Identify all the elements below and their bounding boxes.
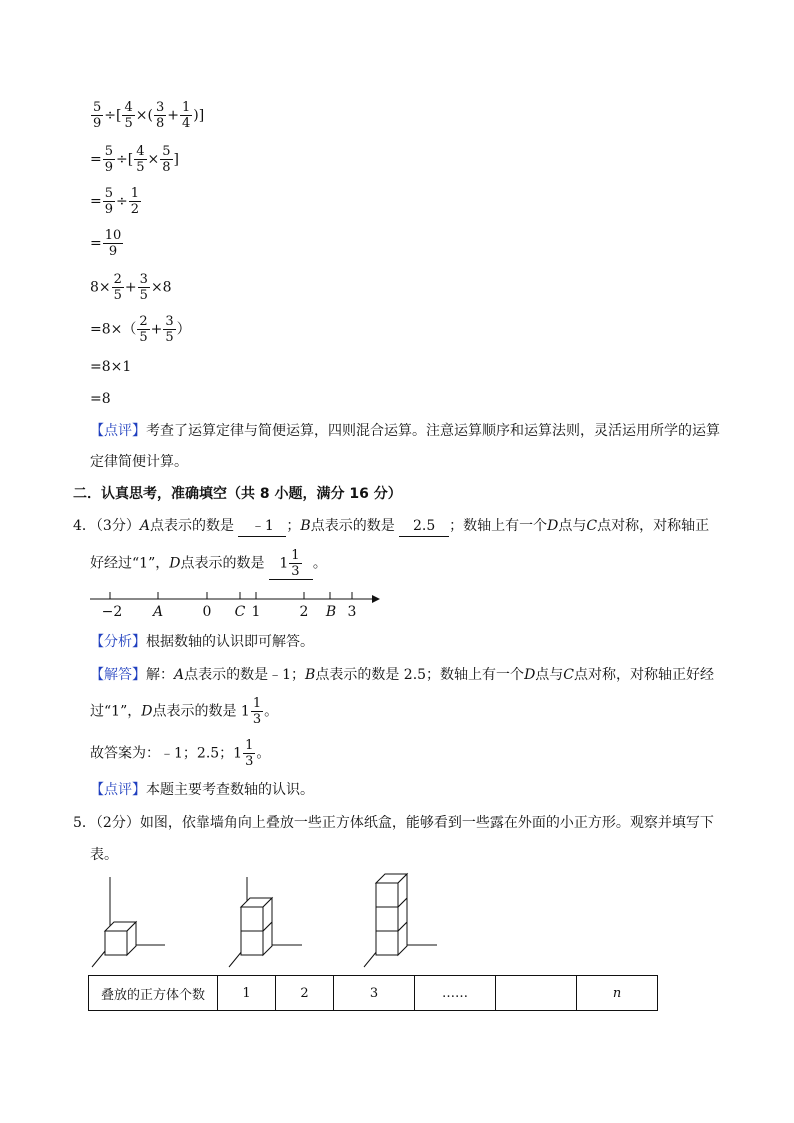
fraction: $\frac{1}{3}$ <box>245 738 254 769</box>
table-cell: 3 <box>334 976 415 1011</box>
review-tag: 【点评】 <box>90 423 146 439</box>
question-4-line1: 4．（3分）A点表示的数是 ﹣1 ；B点表示的数是 2.5 ；数轴上有一个D点与C点对称，对称轴正 <box>73 516 709 537</box>
calc1-line1: $\frac{5}{9}$ ÷[ $\frac{4}{5}$ ×( $\frac{3}{8}$ + $\frac{1}{4}$ )] <box>93 100 205 131</box>
answer-blank-1: ﹣1 <box>238 516 286 537</box>
tick-label: 0 <box>202 604 212 620</box>
cube-count-table <box>88 975 658 1011</box>
corner-3-cubes <box>364 874 437 967</box>
table-header-cell: 叠放的正方体个数 <box>89 976 218 1011</box>
review-3-line1: 【点评】考查了运算定律与简便运算，四则混合运算。注意运算顺序和运算法则，灵活运用所学的运算 <box>90 423 720 439</box>
review-tag: 【点评】 <box>90 782 146 798</box>
table-cell: 1 <box>218 976 276 1011</box>
fraction: $\frac{5}{9}$ <box>93 100 102 131</box>
tick-label: 3 <box>347 604 357 620</box>
calc1-line4: = $\frac{10}{9}$ <box>90 228 122 259</box>
solution-tag: 【解答】 <box>90 667 146 683</box>
table-row <box>89 976 658 1011</box>
tick-label: 1 <box>251 604 261 620</box>
fraction: $\frac{1}{3}$ <box>291 548 300 579</box>
question-5-line1: 5．（2分）如图，依靠墙角向上叠放一些正方体纸盒，能够看到一些露在外面的小正方形。观察并填写下 <box>73 815 714 831</box>
corner-2-cubes <box>229 877 302 967</box>
fraction: $\frac{5}{9}$ <box>104 144 114 175</box>
table-cell: n <box>577 976 658 1011</box>
answer-blank-3: 1 $\frac{1}{3}$ <box>269 548 313 580</box>
fraction: $\frac{4}{5}$ <box>124 100 133 131</box>
table-cell <box>496 976 577 1011</box>
fraction: $\frac{1}{3}$ <box>252 696 262 727</box>
analysis-4: 【分析】根据数轴的认识即可解答。 <box>90 634 314 650</box>
solution-4-line1: 【解答】解：A点表示的数是﹣1；B点表示的数是 2.5；数轴上有一个D点与C点对称，对称轴正好经 <box>90 667 715 683</box>
fraction: $\frac{1}{2}$ <box>130 186 140 217</box>
calc1-line2: = $\frac{5}{9}$ ÷[ $\frac{4}{5}$ × $\frac{5}{8}$ ] <box>90 144 179 175</box>
fraction: $\frac{3}{5}$ <box>165 314 174 345</box>
tick-label: A <box>152 604 164 620</box>
review-3-line2: 定律简便计算。 <box>90 454 188 470</box>
fraction: $\frac{5}{9}$ <box>104 186 114 217</box>
tick-label: −2 <box>101 604 123 620</box>
tick-label: 2 <box>299 604 309 620</box>
calc1-line3: = $\frac{5}{9}$ ÷ $\frac{1}{2}$ <box>90 186 140 217</box>
question-5-line2: 表。 <box>90 847 118 863</box>
fraction: $\frac{5}{8}$ <box>162 144 171 175</box>
calc2-line2: =8×（ $\frac{2}{5}$ + $\frac{3}{5}$ ） <box>90 314 191 345</box>
fraction: $\frac{3}{8}$ <box>155 100 165 131</box>
review-4: 【点评】本题主要考查数轴的认识。 <box>90 782 314 798</box>
table-cell: 2 <box>276 976 334 1011</box>
solution-4-line2: 过“1”，D点表示的数是 1 $\frac{1}{3}$ 。 <box>90 696 279 727</box>
answer-blank-2: 2.5 <box>399 516 449 537</box>
question-4-line2: 好经过“1”，D点表示的数是 1 $\frac{1}{3}$ 。 <box>90 548 327 579</box>
fraction: $\frac{3}{5}$ <box>139 272 148 303</box>
analysis-tag: 【分析】 <box>90 634 146 650</box>
tick-label: B <box>325 604 337 620</box>
calc2-line3: =8×1 <box>90 359 132 375</box>
tick-label: C <box>234 604 246 620</box>
fraction: $\frac{10}{9}$ <box>104 228 122 259</box>
fraction: $\frac{2}{5}$ <box>113 272 122 303</box>
table-cell: …… <box>415 976 496 1011</box>
fraction: $\frac{2}{5}$ <box>139 314 148 345</box>
fraction: $\frac{1}{4}$ <box>181 100 191 131</box>
answer-4: 故答案为：﹣1；2.5；1 $\frac{1}{3}$ 。 <box>90 738 271 769</box>
calc2-line4: =8 <box>90 391 111 407</box>
corner-1-cube <box>92 877 165 967</box>
section-2-title: 二．认真思考，准确填空（共 8 小题，满分 16 分） <box>73 486 402 502</box>
fraction: $\frac{4}{5}$ <box>136 144 145 175</box>
calc2-line1: 8× $\frac{2}{5}$ + $\frac{3}{5}$ ×8 <box>90 272 172 303</box>
